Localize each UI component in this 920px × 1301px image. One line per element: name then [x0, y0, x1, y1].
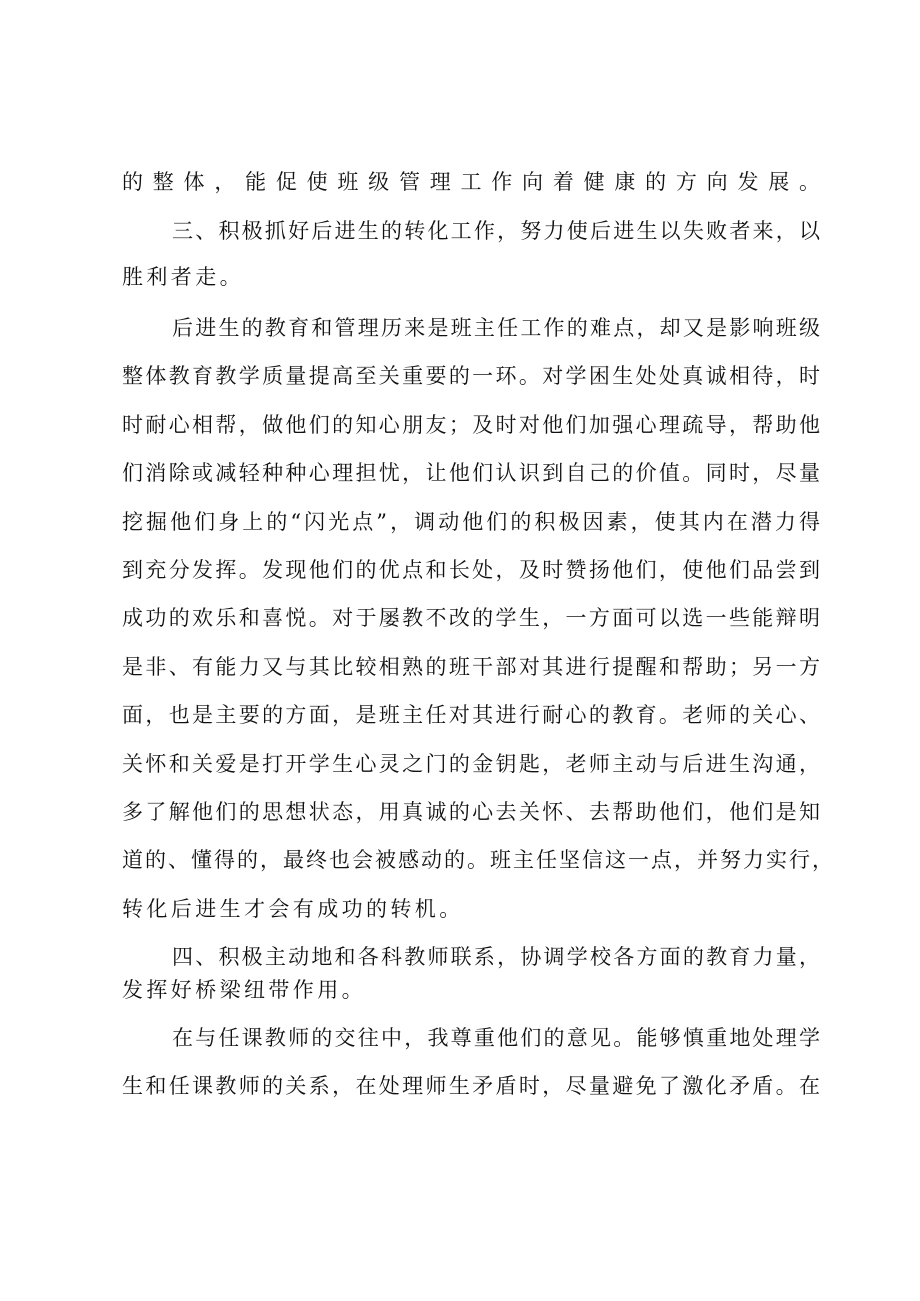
text-line: 道的、懂得的，最终也会被感动的。班主任坚信这一点，并努力实行， [122, 848, 835, 872]
heading-4-line-1: 四、积极主动地和各科教师联系，协调学校各方面的教育力量， [172, 945, 822, 969]
text-line: 成功的欢乐和喜悦。对于屡教不改的学生，一方面可以选一些能辩明 [122, 606, 822, 630]
text-line: 多了解他们的思想状态，用真诚的心去关怀、去帮助他们，他们是知 [122, 800, 822, 824]
text-line: 转化后进生才会有成功的转机。 [122, 897, 464, 921]
text-line: 挖掘他们身上的“闪光点”，调动他们的积极因素，使其内在潜力得 [122, 510, 822, 534]
text-line: 关怀和关爱是打开学生心灵之门的金钥匙，老师主动与后进生沟通， [122, 752, 822, 776]
text-line: 后进生的教育和管理历来是班主任工作的难点，却又是影响班级 [172, 316, 822, 340]
text-line: 面，也是主要的方面，是班主任对其进行耐心的教育。老师的关心、 [122, 703, 822, 727]
text-line: 整体教育教学质量提高至关重要的一环。对学困生处处真诚相待，时 [122, 364, 822, 388]
text-line: 时耐心相帮，做他们的知心朋友；及时对他们加强心理疏导，帮助他 [122, 413, 822, 437]
heading-4-line-2: 发挥好桥梁纽带作用。 [122, 978, 366, 1002]
text-line: 们消除或减轻种种心理担忧，让他们认识到自己的价值。同时，尽量 [122, 461, 822, 485]
text-line: 在与任课教师的交往中，我尊重他们的意见。能够慎重地处理学 [172, 1026, 822, 1050]
text-line: 是非、有能力又与其比较相熟的班干部对其进行提醒和帮助；另一方 [122, 655, 822, 679]
text-line: 生和任课教师的关系，在处理师生矛盾时，尽量避免了激化矛盾。在 [122, 1074, 822, 1098]
text-line: 的整体，能促使班级管理工作向着健康的方向发展。 [122, 170, 822, 194]
heading-3-line-1: 三、积极抓好后进生的转化工作，努力使后进生以失败者来，以 [172, 219, 822, 243]
text-line: 到充分发挥。发现他们的优点和长处，及时赞扬他们，使他们品尝到 [122, 558, 822, 582]
heading-3-line-2: 胜利者走。 [122, 265, 244, 289]
